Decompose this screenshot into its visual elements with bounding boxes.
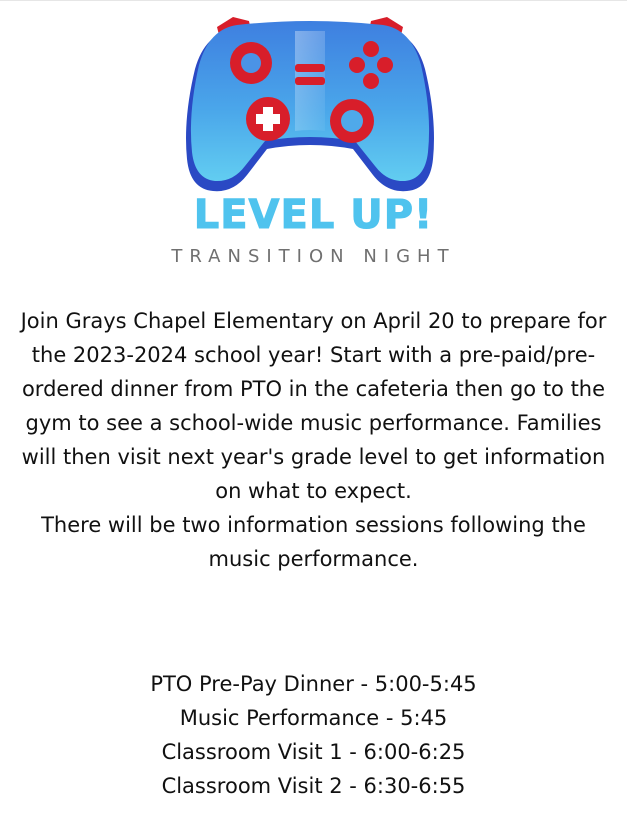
schedule-list (0, 667, 627, 803)
schedule-item: Classroom Visit 2 - 6:30-6:55 (161, 774, 466, 798)
event-description (10, 304, 617, 576)
schedule-item: Classroom Visit 1 - 6:00-6:25 (161, 740, 466, 764)
schedule-item: PTO Pre-Pay Dinner - 5:00-5:45 (150, 672, 477, 696)
event-title: LEVEL UP! (193, 192, 434, 238)
description-paragraph: There will be two information sessions following the music performance. (41, 513, 586, 571)
description-paragraph: Join Grays Chapel Elementary on April 20 to prepare for the 2023-2024 school year! Start with a pre-paid/pre-ordered dinner from PTO in the cafeteria then go to the gym to see a school-wide music performance. Families will then visit next year's grade level to get information on what to expect. (20, 309, 607, 503)
game-controller-icon (175, 9, 445, 199)
schedule-item: Music Performance - 5:45 (179, 706, 448, 730)
event-subtitle: TRANSITION NIGHT (171, 246, 456, 267)
